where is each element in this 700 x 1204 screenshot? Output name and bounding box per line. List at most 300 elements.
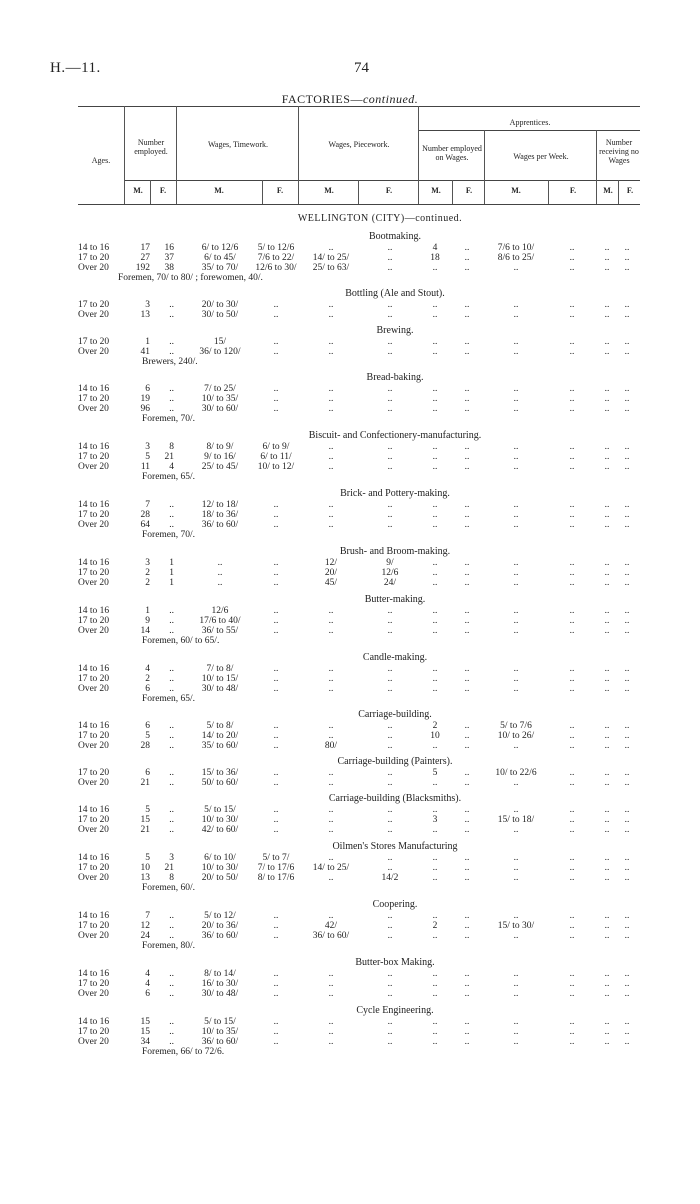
apprentice-wage-m-cell: .. bbox=[513, 337, 519, 347]
no-wage-m-cell: .. bbox=[604, 815, 610, 825]
timework-f-cell: 12/6 to 30/ bbox=[255, 263, 297, 273]
employed-m-cell: 15 bbox=[140, 815, 150, 825]
timework-f-cell: .. bbox=[273, 520, 279, 530]
apprentice-m-cell: .. bbox=[432, 442, 438, 452]
apprentice-f-cell: .. bbox=[464, 253, 470, 263]
apprentice-wage-f-cell: .. bbox=[569, 500, 575, 510]
industry-heading: Carriage-building (Painters). bbox=[337, 756, 453, 767]
section-note bbox=[0, 941, 700, 951]
employed-f-cell: .. bbox=[169, 1017, 174, 1027]
note-text: Foremen, 60/. bbox=[142, 883, 196, 893]
timework-m-cell: 42/ to 60/ bbox=[201, 825, 239, 835]
apprentice-m-cell: .. bbox=[432, 825, 438, 835]
employed-m-cell: 4 bbox=[145, 969, 150, 979]
no-wage-f-cell: .. bbox=[624, 721, 630, 731]
no-wage-m-cell: .. bbox=[604, 500, 610, 510]
no-wage-m-cell: .. bbox=[604, 384, 610, 394]
piecework-m-cell: .. bbox=[328, 1017, 334, 1027]
apprentice-f-cell: .. bbox=[464, 452, 470, 462]
wages-timework-header: Wages, Timework. bbox=[207, 140, 269, 149]
timework-f-cell: .. bbox=[273, 1017, 279, 1027]
f-header: F. bbox=[276, 186, 284, 195]
industry-heading: Biscuit- and Confectionery-manufacturing. bbox=[308, 430, 482, 441]
piecework-m-cell: .. bbox=[328, 384, 334, 394]
piecework-m-cell: .. bbox=[328, 989, 334, 999]
piecework-m-cell: .. bbox=[328, 731, 334, 741]
no-wage-m-cell: .. bbox=[604, 853, 610, 863]
no-wage-f-cell: .. bbox=[624, 921, 630, 931]
table-row bbox=[0, 979, 700, 989]
piecework-m-cell: 80/ bbox=[324, 741, 338, 751]
apprentice-f-cell: .. bbox=[464, 664, 470, 674]
timework-f-cell: .. bbox=[273, 979, 279, 989]
employed-f-cell: .. bbox=[169, 500, 174, 510]
page-reference: H.—11. bbox=[50, 60, 101, 76]
number-employed-header: Number employed. bbox=[134, 138, 168, 156]
apprentice-f-cell: .. bbox=[464, 310, 470, 320]
table-row bbox=[0, 243, 700, 253]
employed-m-cell: 7 bbox=[145, 911, 150, 921]
no-wage-f-cell: .. bbox=[624, 674, 630, 684]
employed-m-cell: 19 bbox=[140, 394, 150, 404]
apprentice-m-cell: .. bbox=[432, 616, 438, 626]
apprentice-wage-m-cell: .. bbox=[513, 606, 519, 616]
employed-m-cell: 3 bbox=[145, 300, 150, 310]
note-text: Foremen, 70/. bbox=[142, 530, 196, 540]
piecework-f-cell: 24/ bbox=[383, 578, 397, 588]
industry-section bbox=[0, 841, 700, 893]
piecework-f-cell: .. bbox=[387, 969, 393, 979]
piecework-f-cell: .. bbox=[387, 462, 393, 472]
age-cell: Over 20 bbox=[78, 404, 109, 414]
apprentice-f-cell: .. bbox=[464, 778, 470, 788]
age-cell: 17 to 20 bbox=[78, 394, 110, 404]
employed-m-cell: 5 bbox=[145, 805, 150, 815]
apprentice-f-cell: .. bbox=[464, 500, 470, 510]
employed-m-cell: 17 bbox=[140, 243, 150, 253]
piecework-m-cell: .. bbox=[328, 616, 334, 626]
no-wage-f-cell: .. bbox=[624, 337, 630, 347]
timework-m-cell: 14/ to 20/ bbox=[201, 731, 239, 741]
note-text: Foremen, 66/ to 72/6. bbox=[142, 1047, 225, 1057]
no-wage-f-cell: .. bbox=[624, 979, 630, 989]
section-note bbox=[0, 694, 700, 704]
apprentice-f-cell: .. bbox=[464, 510, 470, 520]
employed-m-cell: 1 bbox=[145, 337, 150, 347]
apprentice-f-cell: .. bbox=[464, 606, 470, 616]
table-row bbox=[0, 664, 700, 674]
apprentice-f-cell: .. bbox=[464, 558, 470, 568]
industry-section bbox=[0, 546, 700, 588]
industry-section bbox=[0, 288, 700, 320]
apprentice-wage-m-cell: 15/ to 30/ bbox=[497, 921, 535, 931]
timework-m-cell: 20/ to 30/ bbox=[201, 300, 239, 310]
employed-m-cell: 3 bbox=[145, 442, 150, 452]
timework-m-cell: .. bbox=[217, 568, 223, 578]
employed-f-cell: .. bbox=[169, 337, 174, 347]
table-row bbox=[0, 310, 700, 320]
piecework-f-cell: .. bbox=[387, 853, 393, 863]
timework-f-cell: .. bbox=[273, 384, 279, 394]
apprentice-wage-m-cell: .. bbox=[513, 853, 519, 863]
apprentice-wage-m-cell: .. bbox=[513, 616, 519, 626]
timework-f-cell: .. bbox=[273, 606, 279, 616]
table-row bbox=[0, 510, 700, 520]
timework-f-cell: .. bbox=[273, 404, 279, 414]
apprentice-f-cell: .. bbox=[464, 347, 470, 357]
apprentice-wage-f-cell: .. bbox=[569, 731, 575, 741]
timework-m-cell: 36/ to 60/ bbox=[201, 520, 239, 530]
employed-m-cell: 6 bbox=[145, 768, 150, 778]
apprentice-wage-m-cell: .. bbox=[513, 969, 519, 979]
apprentice-wage-m-cell: .. bbox=[513, 520, 519, 530]
employed-f-cell: .. bbox=[169, 674, 174, 684]
employed-f-cell: .. bbox=[169, 520, 174, 530]
timework-f-cell: .. bbox=[273, 626, 279, 636]
piecework-m-cell: .. bbox=[328, 500, 334, 510]
no-wage-m-cell: .. bbox=[604, 578, 610, 588]
timework-m-cell: 16/ to 30/ bbox=[201, 979, 239, 989]
employed-m-cell: 28 bbox=[140, 510, 150, 520]
employed-f-cell: .. bbox=[169, 404, 174, 414]
employed-f-cell: 37 bbox=[164, 253, 174, 263]
apprentice-m-cell: .. bbox=[432, 578, 438, 588]
no-wage-m-cell: .. bbox=[604, 452, 610, 462]
employed-f-cell: .. bbox=[169, 921, 174, 931]
age-cell: 14 to 16 bbox=[78, 500, 110, 510]
apprentice-f-cell: .. bbox=[464, 263, 470, 273]
age-cell: 17 to 20 bbox=[78, 510, 110, 520]
table-row bbox=[0, 558, 700, 568]
timework-f-cell: 6/ to 11/ bbox=[260, 452, 292, 462]
piecework-f-cell: .. bbox=[387, 863, 393, 873]
timework-f-cell: .. bbox=[273, 1037, 279, 1047]
age-cell: 17 to 20 bbox=[78, 253, 110, 263]
timework-m-cell: 10/ to 15/ bbox=[201, 674, 239, 684]
table-row bbox=[0, 731, 700, 741]
no-wage-f-cell: .. bbox=[624, 805, 630, 815]
timework-m-cell: 10/ to 30/ bbox=[201, 863, 239, 873]
table-row bbox=[0, 674, 700, 684]
piecework-m-cell: .. bbox=[328, 1027, 334, 1037]
apprentice-m-cell: .. bbox=[432, 741, 438, 751]
apprentice-m-cell: .. bbox=[432, 384, 438, 394]
employed-m-cell: 24 bbox=[140, 931, 150, 941]
apprentice-f-cell: .. bbox=[464, 815, 470, 825]
piecework-f-cell: .. bbox=[387, 931, 393, 941]
employed-m-cell: 2 bbox=[145, 674, 150, 684]
column-headers bbox=[78, 104, 640, 206]
apprentice-wage-f-cell: .. bbox=[569, 674, 575, 684]
piecework-m-cell: 25/ to 63/ bbox=[312, 263, 350, 273]
no-wage-f-cell: .. bbox=[624, 825, 630, 835]
apprentice-wage-f-cell: .. bbox=[569, 626, 575, 636]
piecework-f-cell: .. bbox=[387, 664, 393, 674]
piecework-m-cell: .. bbox=[328, 873, 334, 883]
employed-f-cell: .. bbox=[169, 394, 174, 404]
apprentice-wage-m-cell: .. bbox=[513, 674, 519, 684]
industry-heading: Bread-baking. bbox=[366, 372, 424, 383]
timework-f-cell: .. bbox=[273, 684, 279, 694]
no-wage-f-cell: .. bbox=[624, 462, 630, 472]
timework-f-cell: .. bbox=[273, 931, 279, 941]
piecework-m-cell: 45/ bbox=[324, 578, 338, 588]
no-wage-f-cell: .. bbox=[624, 310, 630, 320]
apprentice-wage-m-cell: .. bbox=[513, 404, 519, 414]
table-row bbox=[0, 500, 700, 510]
apprentice-wage-f-cell: .. bbox=[569, 989, 575, 999]
employed-m-cell: 15 bbox=[140, 1017, 150, 1027]
piecework-f-cell: 14/2 bbox=[381, 873, 399, 883]
note-text: Foremen, 70/ to 80/ ; forewomen, 40/. bbox=[118, 273, 263, 283]
timework-f-cell: .. bbox=[273, 337, 279, 347]
no-wage-m-cell: .. bbox=[604, 347, 610, 357]
apprentice-wage-m-cell: .. bbox=[513, 626, 519, 636]
no-wage-f-cell: .. bbox=[624, 500, 630, 510]
apprentice-m-cell: .. bbox=[432, 300, 438, 310]
apprentice-f-cell: .. bbox=[464, 768, 470, 778]
timework-f-cell: .. bbox=[273, 616, 279, 626]
apprentice-f-cell: .. bbox=[464, 337, 470, 347]
piecework-m-cell: .. bbox=[328, 778, 334, 788]
apprentice-m-cell: .. bbox=[432, 310, 438, 320]
industry-heading: Butter-making. bbox=[364, 594, 426, 605]
piecework-m-cell: .. bbox=[328, 300, 334, 310]
employed-f-cell: .. bbox=[169, 911, 174, 921]
employed-m-cell: 1 bbox=[145, 606, 150, 616]
apprentice-m-cell: 3 bbox=[432, 815, 438, 825]
industry-heading: Brush- and Broom-making. bbox=[339, 546, 451, 557]
timework-m-cell: 30/ to 60/ bbox=[201, 404, 239, 414]
employed-m-cell: 192 bbox=[135, 263, 150, 273]
timework-m-cell: 17/6 to 40/ bbox=[199, 616, 241, 626]
no-wage-m-cell: .. bbox=[604, 805, 610, 815]
apprentice-wage-f-cell: .. bbox=[569, 442, 575, 452]
no-wage-m-cell: .. bbox=[604, 606, 610, 616]
age-cell: 17 to 20 bbox=[78, 452, 110, 462]
industry-section bbox=[0, 325, 700, 367]
m-header: M. bbox=[214, 186, 224, 195]
table-row bbox=[0, 253, 700, 263]
timework-m-cell: 36/ to 60/ bbox=[201, 931, 239, 941]
timework-m-cell: 36/ to 120/ bbox=[199, 347, 241, 357]
employed-m-cell: 21 bbox=[140, 825, 150, 835]
age-cell: Over 20 bbox=[78, 684, 109, 694]
timework-m-cell: 50/ to 60/ bbox=[201, 778, 239, 788]
timework-f-cell: .. bbox=[273, 805, 279, 815]
timework-f-cell: .. bbox=[273, 1027, 279, 1037]
industry-section bbox=[0, 231, 700, 283]
no-wage-f-cell: .. bbox=[624, 815, 630, 825]
apprentice-wage-f-cell: .. bbox=[569, 805, 575, 815]
no-wage-m-cell: .. bbox=[604, 394, 610, 404]
employed-f-cell: .. bbox=[169, 606, 174, 616]
piecework-f-cell: .. bbox=[387, 500, 393, 510]
industry-heading: Brewing. bbox=[376, 325, 414, 336]
piecework-f-cell: .. bbox=[387, 520, 393, 530]
employed-f-cell: 8 bbox=[169, 873, 174, 883]
timework-m-cell: 20/ to 36/ bbox=[201, 921, 239, 931]
timework-m-cell: 15/ to 36/ bbox=[201, 768, 239, 778]
table-row bbox=[0, 452, 700, 462]
employed-m-cell: 34 bbox=[140, 1037, 150, 1047]
apprentice-wage-m-cell: .. bbox=[513, 578, 519, 588]
no-wage-m-cell: .. bbox=[604, 520, 610, 530]
piecework-f-cell: .. bbox=[387, 825, 393, 835]
piecework-f-cell: 9/ bbox=[386, 558, 394, 568]
piecework-m-cell: .. bbox=[328, 394, 334, 404]
employed-m-cell: 64 bbox=[140, 520, 150, 530]
note-text: Foremen, 65/. bbox=[142, 694, 196, 704]
apprentice-wage-f-cell: .. bbox=[569, 452, 575, 462]
section-note bbox=[0, 883, 700, 893]
no-wage-f-cell: .. bbox=[624, 347, 630, 357]
employed-m-cell: 3 bbox=[145, 558, 150, 568]
timework-m-cell: 10/ to 35/ bbox=[201, 1027, 239, 1037]
apprentice-wage-m-cell: .. bbox=[513, 510, 519, 520]
apprentice-wage-m-cell: .. bbox=[513, 568, 519, 578]
no-wage-m-cell: .. bbox=[604, 1037, 610, 1047]
no-wage-f-cell: .. bbox=[624, 452, 630, 462]
piecework-f-cell: .. bbox=[387, 1037, 393, 1047]
timework-f-cell: .. bbox=[273, 510, 279, 520]
no-wage-m-cell: .. bbox=[604, 731, 610, 741]
piecework-f-cell: .. bbox=[387, 263, 393, 273]
no-wage-m-cell: .. bbox=[604, 931, 610, 941]
age-cell: 17 to 20 bbox=[78, 674, 110, 684]
no-wage-f-cell: .. bbox=[624, 510, 630, 520]
apprentice-wage-f-cell: .. bbox=[569, 300, 575, 310]
apprentice-m-cell: .. bbox=[432, 568, 438, 578]
apprentice-m-cell: .. bbox=[432, 1037, 438, 1047]
apprentice-wage-m-cell: .. bbox=[513, 664, 519, 674]
timework-f-cell: .. bbox=[273, 969, 279, 979]
table-row bbox=[0, 1017, 700, 1027]
timework-m-cell: 20/ to 50/ bbox=[201, 873, 239, 883]
apprentice-f-cell: .. bbox=[464, 731, 470, 741]
apprentice-wage-m-cell: .. bbox=[513, 778, 519, 788]
piecework-f-cell: .. bbox=[387, 442, 393, 452]
apprentice-m-cell: .. bbox=[432, 394, 438, 404]
piecework-m-cell: .. bbox=[328, 674, 334, 684]
apprentice-m-cell: .. bbox=[432, 778, 438, 788]
no-wage-m-cell: .. bbox=[604, 510, 610, 520]
piecework-f-cell: .. bbox=[387, 300, 393, 310]
industry-heading: Carriage-building (Blacksmiths). bbox=[328, 793, 462, 804]
no-wage-m-cell: .. bbox=[604, 921, 610, 931]
apprentice-wage-f-cell: .. bbox=[569, 825, 575, 835]
timework-m-cell: 6/ to 10/ bbox=[204, 853, 236, 863]
no-wage-m-cell: .. bbox=[604, 989, 610, 999]
note-text: Brewers, 240/. bbox=[142, 357, 198, 367]
industry-section bbox=[0, 957, 700, 999]
timework-m-cell: 6/ to 45/ bbox=[204, 253, 236, 263]
apprentice-wage-f-cell: .. bbox=[569, 404, 575, 414]
timework-f-cell: .. bbox=[273, 310, 279, 320]
no-wage-f-cell: .. bbox=[624, 664, 630, 674]
employed-f-cell: .. bbox=[169, 384, 174, 394]
apprentice-wage-f-cell: .. bbox=[569, 863, 575, 873]
age-cell: 14 to 16 bbox=[78, 1017, 110, 1027]
no-wage-m-cell: .. bbox=[604, 243, 610, 253]
table-row bbox=[0, 394, 700, 404]
piecework-m-cell: .. bbox=[328, 442, 334, 452]
industry-heading: Butter-box Making. bbox=[355, 957, 435, 968]
piecework-m-cell: .. bbox=[328, 805, 334, 815]
apprentice-f-cell: .. bbox=[464, 568, 470, 578]
page-number: 74 bbox=[354, 60, 369, 76]
timework-m-cell: 35/ to 60/ bbox=[201, 741, 239, 751]
table-body bbox=[0, 212, 700, 1057]
piecework-f-cell: .. bbox=[387, 989, 393, 999]
no-wage-f-cell: .. bbox=[624, 616, 630, 626]
piecework-m-cell: 20/ bbox=[324, 568, 338, 578]
apprentice-f-cell: .. bbox=[464, 853, 470, 863]
employed-m-cell: 2 bbox=[145, 578, 150, 588]
table-row bbox=[0, 384, 700, 394]
employed-f-cell: 16 bbox=[164, 243, 174, 253]
apprentice-wage-m-cell: 10/ to 22/6 bbox=[495, 768, 537, 778]
timework-m-cell: 10/ to 30/ bbox=[201, 815, 239, 825]
table-row bbox=[0, 805, 700, 815]
no-wage-m-cell: .. bbox=[604, 616, 610, 626]
employed-f-cell: .. bbox=[169, 931, 174, 941]
piecework-f-cell: .. bbox=[387, 310, 393, 320]
app-number-header: Number employed on Wages. bbox=[422, 144, 482, 162]
age-cell: Over 20 bbox=[78, 1037, 109, 1047]
apprentice-wage-m-cell: .. bbox=[513, 911, 519, 921]
apprentice-wage-f-cell: .. bbox=[569, 606, 575, 616]
timework-f-cell: 7/ to 17/6 bbox=[257, 863, 295, 873]
piecework-m-cell: .. bbox=[328, 520, 334, 530]
employed-f-cell: 21 bbox=[164, 452, 174, 462]
piecework-f-cell: .. bbox=[387, 337, 393, 347]
table-row bbox=[0, 1027, 700, 1037]
employed-f-cell: 8 bbox=[169, 442, 174, 452]
employed-m-cell: 4 bbox=[145, 979, 150, 989]
note-text: Foremen, 70/. bbox=[142, 414, 196, 424]
piecework-f-cell: .. bbox=[387, 731, 393, 741]
apprentice-wage-f-cell: .. bbox=[569, 243, 575, 253]
employed-f-cell: 21 bbox=[164, 863, 174, 873]
timework-f-cell: .. bbox=[273, 815, 279, 825]
apprentice-m-cell: 18 bbox=[430, 253, 440, 263]
apprentice-wage-m-cell: 10/ to 26/ bbox=[497, 731, 535, 741]
no-wage-m-cell: .. bbox=[604, 568, 610, 578]
no-wage-m-cell: .. bbox=[604, 863, 610, 873]
piecework-f-cell: .. bbox=[387, 626, 393, 636]
piecework-m-cell: 14/ to 25/ bbox=[312, 863, 350, 873]
apprentice-f-cell: .. bbox=[464, 384, 470, 394]
timework-f-cell: .. bbox=[273, 778, 279, 788]
no-wage-f-cell: .. bbox=[624, 873, 630, 883]
no-wage-m-cell: .. bbox=[604, 873, 610, 883]
m-header: M. bbox=[603, 186, 613, 195]
age-cell: Over 20 bbox=[78, 626, 109, 636]
apprentice-wage-m-cell: 8/6 to 25/ bbox=[497, 253, 535, 263]
piecework-f-cell: 12/6 bbox=[381, 568, 399, 578]
no-wage-m-cell: .. bbox=[604, 337, 610, 347]
piecework-m-cell: .. bbox=[328, 626, 334, 636]
employed-f-cell: 1 bbox=[169, 578, 174, 588]
employed-f-cell: .. bbox=[169, 300, 174, 310]
no-wage-m-cell: .. bbox=[604, 721, 610, 731]
age-cell: Over 20 bbox=[78, 778, 109, 788]
employed-m-cell: 2 bbox=[145, 568, 150, 578]
table-row bbox=[0, 684, 700, 694]
apprentice-wage-m-cell: .. bbox=[513, 442, 519, 452]
f-header: F. bbox=[465, 186, 473, 195]
